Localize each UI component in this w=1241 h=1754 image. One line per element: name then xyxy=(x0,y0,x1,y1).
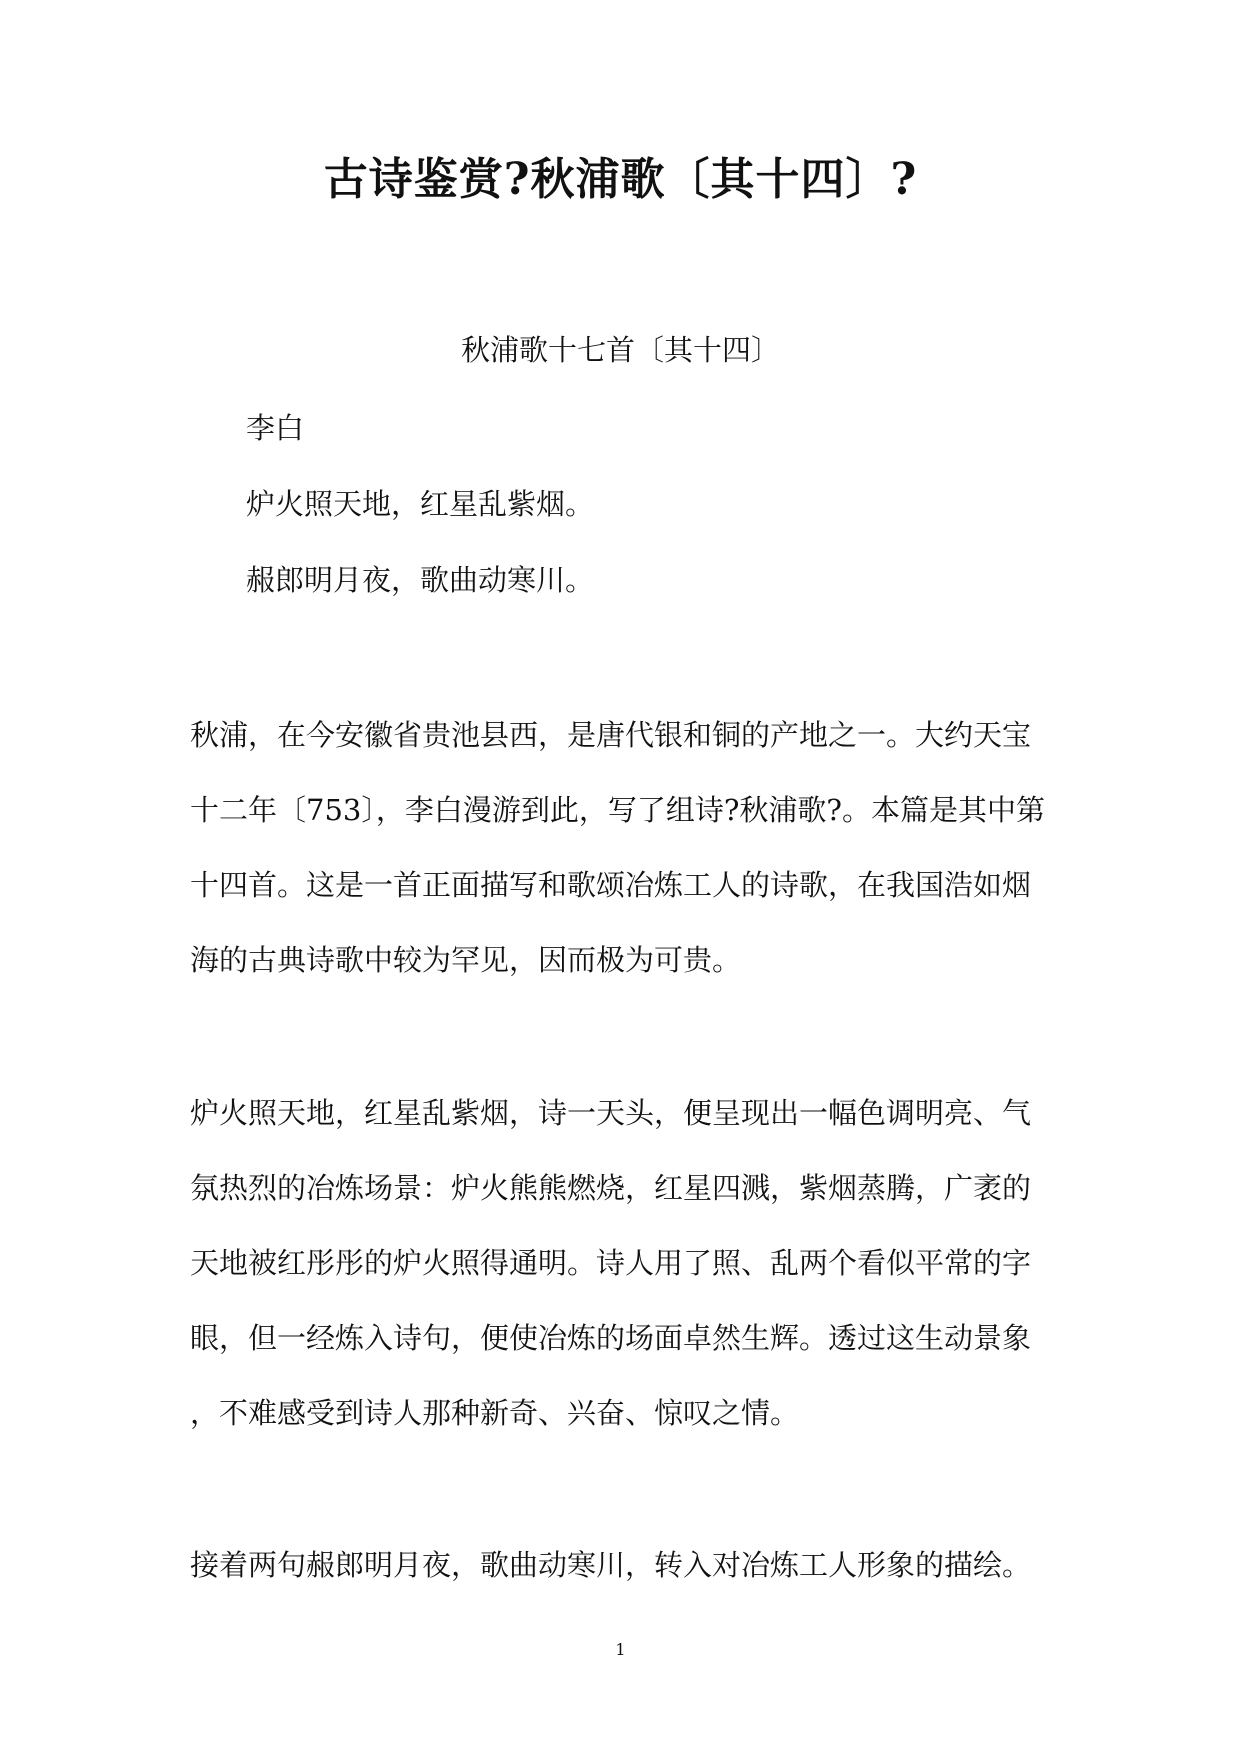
paragraph-line: 炉火照天地，红星乱紫烟，诗一天头，便呈现出一幅色调明亮、气 xyxy=(190,1096,1032,1130)
paragraph-line: 十二年〔753〕，李白漫游到此，写了组诗?秋浦歌?。本篇是其中第 xyxy=(190,793,1045,827)
poem-title: 秋浦歌十七首〔其十四〕 xyxy=(460,333,780,367)
page-number: 1 xyxy=(615,1640,626,1659)
paragraph-1 xyxy=(190,715,1070,1015)
document-title: 古诗鉴赏?秋浦歌〔其十四〕? xyxy=(323,154,918,205)
paragraph-line: 氛热烈的冶炼场景：炉火熊熊燃烧，红星四溅，紫烟蒸腾，广袤的 xyxy=(190,1171,1032,1205)
paragraph-line: 秋浦，在今安徽省贵池县西，是唐代银和铜的产地之一。大约天宝 xyxy=(190,718,1032,752)
paragraph-line: ，不难感受到诗人那种新奇、兴奋、惊叹之情。 xyxy=(190,1396,800,1430)
poem-line-2: 赧郎明月夜，歌曲动寒川。 xyxy=(246,563,595,597)
paragraph-line: 十四首。这是一首正面描写和歌颂冶炼工人的诗歌，在我国浩如烟 xyxy=(190,868,1032,902)
paragraph-line: 天地被红彤彤的炉火照得通明。诗人用了照、乱两个看似平常的字 xyxy=(190,1246,1032,1280)
poem-line-1: 炉火照天地，红星乱紫烟。 xyxy=(246,487,595,521)
paragraph-line: 眼，但一经炼入诗句，便使冶炼的场面卓然生辉。透过这生动景象 xyxy=(190,1321,1032,1355)
poem-author: 李白 xyxy=(246,411,305,445)
paragraph-2 xyxy=(190,1093,1070,1468)
paragraph-line: 海的古典诗歌中较为罕见，因而极为可贵。 xyxy=(190,943,742,977)
paragraph-3 xyxy=(190,1545,1070,1620)
paragraph-line: 接着两句赧郎明月夜，歌曲动寒川，转入对冶炼工人形象的描绘。 xyxy=(190,1548,1032,1582)
